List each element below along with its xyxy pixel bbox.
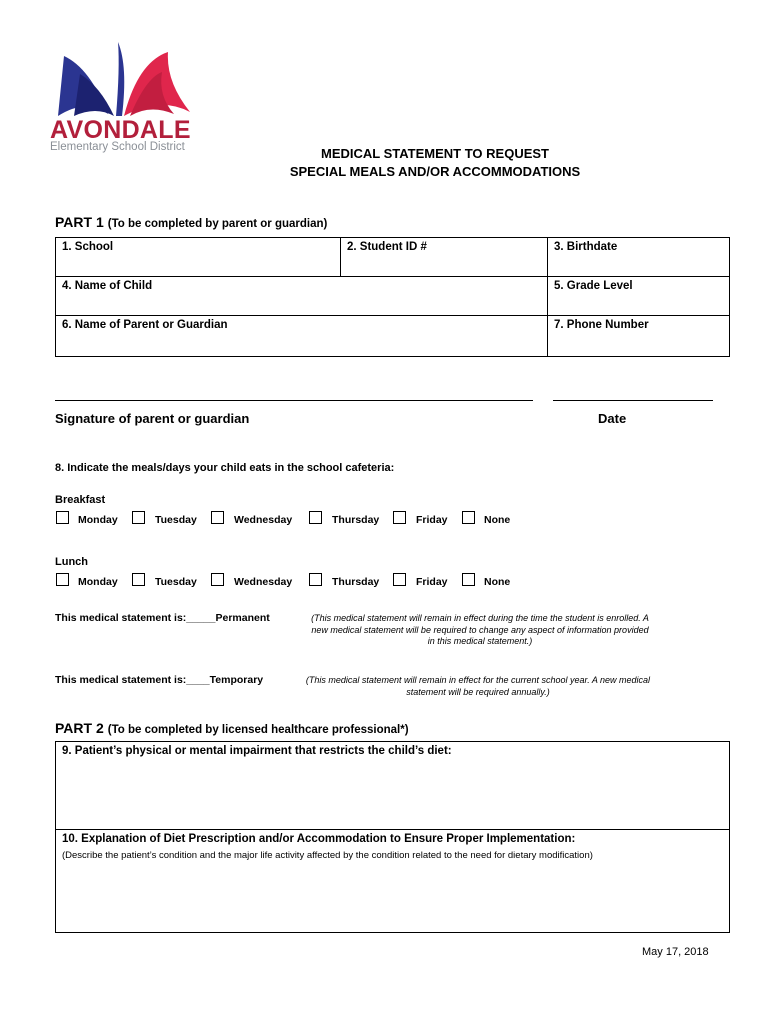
document-title-line2: SPECIAL MEALS AND/OR ACCOMMODATIONS <box>289 164 581 179</box>
breakfast-tuesday-checkbox[interactable] <box>132 511 145 524</box>
permanent-note-line1: (This medical statement will remain in effect during the time the student is enrolled. A <box>311 613 649 623</box>
child-name-label: 4. Name of Child <box>62 280 153 292</box>
student-id-label: 2. Student ID # <box>347 241 427 253</box>
permanent-statement-prefix: This medical statement is:_____Permanent <box>55 612 270 624</box>
lunch-label: Lunch <box>55 556 88 568</box>
grade-level-field[interactable] <box>548 277 730 316</box>
breakfast-thursday-label: Thursday <box>332 514 380 526</box>
meals-question: 8. Indicate the meals/days your child eats in the school cafeteria: <box>55 462 395 474</box>
logo-subtitle: Elementary School District <box>50 141 185 153</box>
temporary-statement-note <box>283 675 673 698</box>
lunch-thursday-label: Thursday <box>332 576 380 588</box>
breakfast-tuesday-label: Tuesday <box>155 514 197 526</box>
grade-level-label: 5. Grade Level <box>554 280 633 292</box>
lunch-tuesday-label: Tuesday <box>155 576 197 588</box>
child-name-field[interactable] <box>56 277 548 316</box>
lunch-thursday-checkbox[interactable] <box>309 573 322 586</box>
breakfast-friday-checkbox[interactable] <box>393 511 406 524</box>
lunch-none-label: None <box>484 576 511 588</box>
breakfast-wednesday-label: Wednesday <box>234 514 293 526</box>
lunch-tuesday-checkbox[interactable] <box>132 573 145 586</box>
footer-date: May 17, 2018 <box>642 946 709 958</box>
part2-note: (To be completed by licensed healthcare professional*) <box>107 724 409 736</box>
permanent-note-line3: in this medical statement.) <box>427 636 533 646</box>
breakfast-monday-label: Monday <box>78 514 118 526</box>
diet-prescription-label: 10. Explanation of Diet Prescription and/or Accommodation to Ensure Proper Implementation: <box>62 833 576 845</box>
lunch-wednesday-label: Wednesday <box>234 576 293 588</box>
school-label: 1. School <box>62 241 114 253</box>
breakfast-wednesday-checkbox[interactable] <box>211 511 224 524</box>
logo-center-peak <box>116 42 124 116</box>
part1-note: (To be completed by parent or guardian) <box>107 218 328 230</box>
breakfast-none-label: None <box>484 514 511 526</box>
part1-heading <box>55 214 327 230</box>
temporary-statement-prefix: This medical statement is:____Temporary <box>55 674 264 686</box>
permanent-note-line2: new medical statement will be required to change any aspect of information provided <box>311 624 649 635</box>
lunch-monday-label: Monday <box>78 576 118 588</box>
temporary-note-line2: statement will be required annually.) <box>406 686 550 697</box>
part2-title: PART 2 <box>55 720 104 736</box>
signature-line[interactable] <box>55 400 533 401</box>
part1-info-table <box>55 237 730 357</box>
phone-number-label: 7. Phone Number <box>554 319 649 331</box>
lunch-wednesday-checkbox[interactable] <box>211 573 224 586</box>
date-label: Date <box>598 411 627 426</box>
diet-prescription-field[interactable] <box>55 829 730 933</box>
part2-heading <box>55 720 409 736</box>
permanent-statement-note <box>285 613 675 648</box>
parent-name-label: 6. Name of Parent or Guardian <box>62 319 228 331</box>
school-field[interactable] <box>56 238 341 277</box>
breakfast-friday-label: Friday <box>416 514 448 526</box>
part1-title: PART 1 <box>55 214 104 230</box>
birthdate-field[interactable] <box>548 238 730 277</box>
phone-number-field[interactable] <box>548 316 730 357</box>
impairment-label: 9. Patient’s physical or mental impairment that restricts the child’s diet: <box>62 745 452 757</box>
signature-label: Signature of parent or guardian <box>55 411 250 426</box>
lunch-friday-checkbox[interactable] <box>393 573 406 586</box>
lunch-none-checkbox[interactable] <box>462 573 475 586</box>
logo-name: AVONDALE <box>50 116 191 144</box>
breakfast-thursday-checkbox[interactable] <box>309 511 322 524</box>
diet-prescription-sublabel: (Describe the patient’s condition and the major life activity affected by the condition related to the need for dietary modification) <box>62 850 593 861</box>
lunch-monday-checkbox[interactable] <box>56 573 69 586</box>
breakfast-label: Breakfast <box>55 494 106 506</box>
breakfast-monday-checkbox[interactable] <box>56 511 69 524</box>
parent-name-field[interactable] <box>56 316 548 357</box>
impairment-field[interactable] <box>55 741 730 830</box>
breakfast-none-checkbox[interactable] <box>462 511 475 524</box>
document-title-line1: MEDICAL STATEMENT TO REQUEST <box>321 146 549 161</box>
temporary-note-line1: (This medical statement will remain in effect for the current school year. A new medical <box>305 675 651 685</box>
lunch-friday-label: Friday <box>416 576 448 588</box>
date-line[interactable] <box>553 400 713 401</box>
birthdate-label: 3. Birthdate <box>554 241 618 253</box>
student-id-field[interactable] <box>341 238 548 277</box>
